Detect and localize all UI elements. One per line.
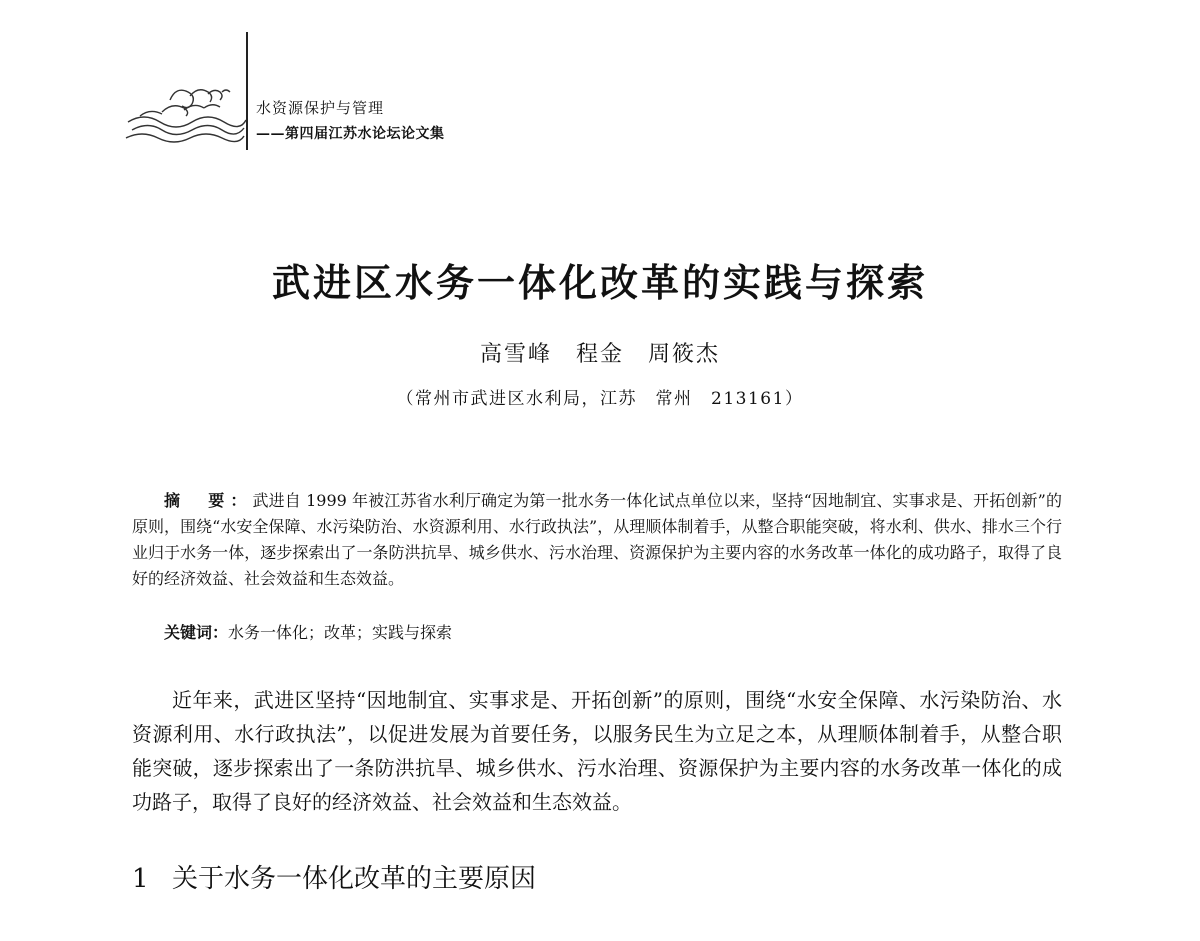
series-subtitle: ——第四届江苏水论坛论文集 — [256, 126, 445, 142]
authors: 高雪峰 程金 周筱杰 — [479, 342, 720, 367]
affiliation: （常州市武进区水利局，江苏 常州 213161） — [396, 389, 804, 409]
series-title: 水资源保护与管理 — [256, 99, 385, 117]
keywords-label: 关键词： — [164, 623, 229, 642]
section-title: 关于水务一体化改革的主要原因 — [172, 864, 537, 894]
paper-title: 武进区水务一体化改革的实践与探索 — [271, 260, 928, 305]
section-heading — [132, 858, 536, 895]
abstract-text: 武进自 1999 年被江苏省水利厅确定为第一批水务一体化试点单位以来，坚持“因地制宜、实事求是、开拓创新”的原则，围绕“水安全保障、水污染防治、水资源利用、水行政执法”，从理顺体制着手，从整合职能突破，将水利、供水、排水三个行业归于水务一体，逐步探索出了一条防洪抗旱、城乡供水、污水治理、资源保护为主要内容的水务改革一体化的成功路子，取得了良好的经济效益、社会效益和生态效益。 — [132, 491, 1062, 588]
keywords — [164, 620, 452, 646]
abstract — [132, 488, 1062, 592]
body-paragraph: 近年来，武进区坚持“因地制宜、实事求是、开拓创新”的原则，围绕“水安全保障、水污染防治、水资源利用、水行政执法”，以促进发展为首要任务，以服务民生为立足之本，从理顺体制着手，从整合职能突破，逐步探索出了一条防洪抗旱、城乡供水、污水治理、资源保护为主要内容的水务改革一体化的成功路子，取得了良好的经济效益、社会效益和生态效益。 — [132, 688, 1062, 814]
wave-logo-icon — [118, 78, 250, 148]
body-text — [132, 683, 1062, 819]
header-vertical-rule — [246, 32, 248, 150]
abstract-label: 摘 要： — [164, 491, 253, 510]
section-number: 1 — [132, 864, 149, 894]
keywords-text: 水务一体化；改革；实践与探索 — [228, 623, 453, 642]
